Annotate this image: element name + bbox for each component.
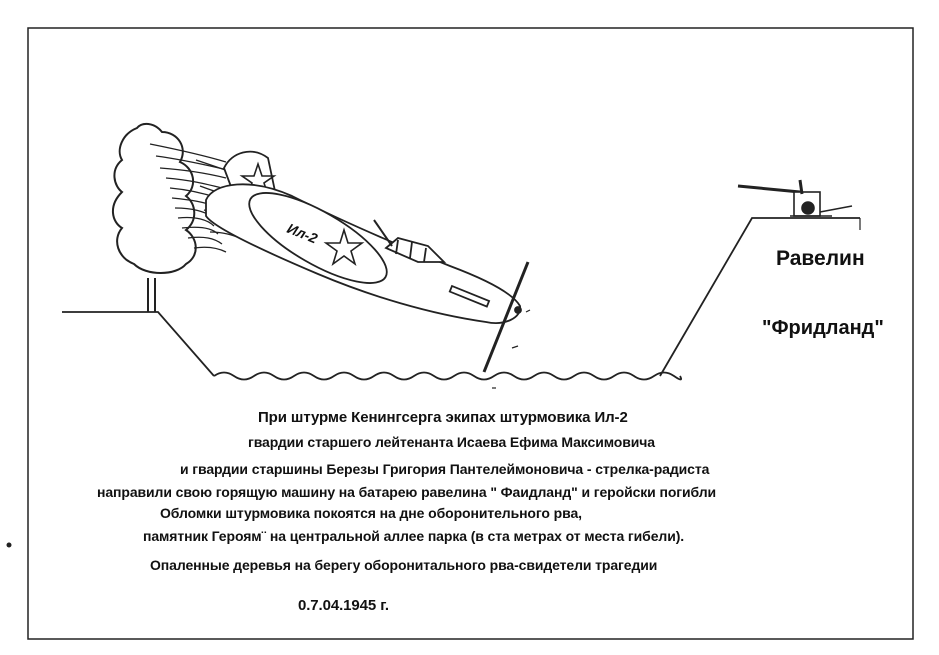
ravelin-embankment — [660, 218, 860, 376]
caption-line-6: памятник Героям¨ на центральной аллее парка (в ста метрах от места гибели). — [143, 528, 685, 544]
ravelin-title: Равелин — [776, 247, 865, 270]
caption-line-3: и гвардии старшины Березы Григория Пантелеймоновича - стрелка-радиста — [180, 461, 710, 477]
scan-dot — [7, 543, 12, 548]
caption-date: 0.7.04.1945 г. — [298, 597, 389, 614]
caption-line-1: При штурме Кенингсерга экипах штурмовика Ил-2 — [258, 409, 628, 426]
ravelin-name: "Фридланд" — [762, 317, 884, 339]
aircraft-marking-label: Ил-2 — [284, 219, 320, 247]
ditch-water — [214, 373, 681, 380]
tree-crown — [113, 124, 196, 273]
caption-line-4: направили свою горящую машину на батарею равелина " Фаидланд" и геройски погибли — [97, 484, 717, 500]
caption-line-2: гвардии старшего лейтенанта Исаева Ефима Максимовича — [248, 434, 655, 450]
aircraft-il2 — [206, 152, 528, 372]
caption-line-7: Опаленные деревья на берегу оборонитального рва-свидетели трагедии — [150, 557, 658, 573]
caption-line-5: Обломки штурмовика покоятся на дне оборонительного рва, — [160, 505, 582, 521]
ground-left — [62, 312, 214, 376]
ravelin-gun — [738, 180, 852, 216]
